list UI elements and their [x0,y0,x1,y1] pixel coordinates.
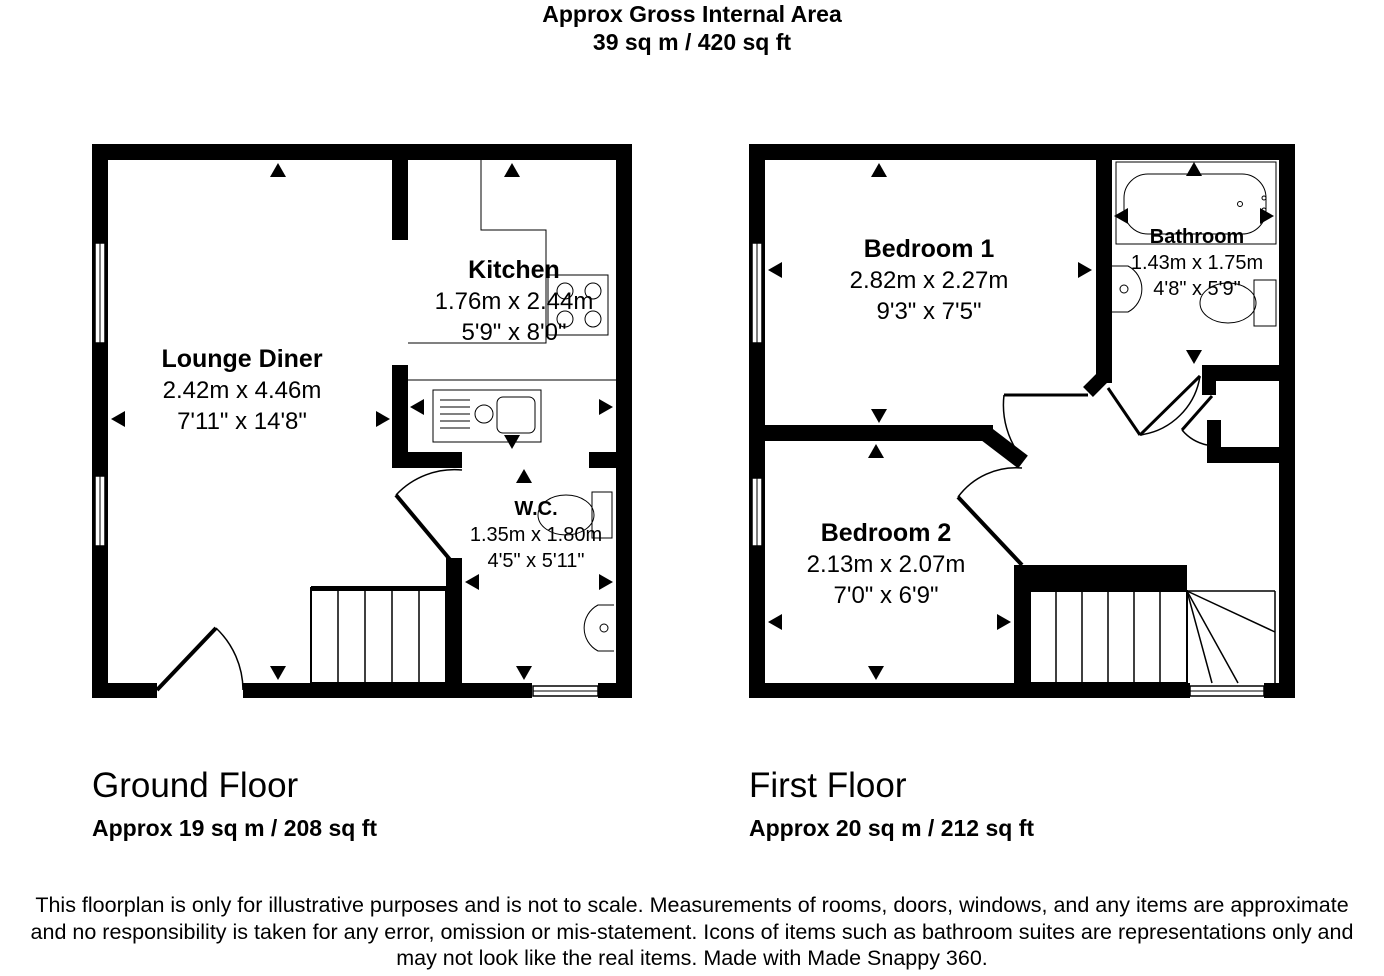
wc-diagonal-wall [396,495,452,562]
disclaimer-line-1: This floorplan is only for illustrative purposes and is not to scale. Measurements of rooms, doors, windows, and any items are approximate [35,893,1349,917]
first-floor-diagonals [958,374,1106,565]
ground-floor-plan [92,144,632,698]
room-name-bedroom-2: Bedroom 2 [820,519,952,547]
kitchen-sink-icon [433,390,541,442]
room-metric-bedroom-2: 2.13m x 2.07m [806,551,966,578]
disclaimer-line-2: and no responsibility is taken for any error, omission or mis-statement. Icons of items such as bathroom suites are representations only and [30,919,1354,944]
floor-label-ground: Ground Floor [92,766,299,805]
room-metric-bathroom: 1.43m x 1.75m [1130,252,1264,274]
room-imperial-bedroom-2: 7'0" x 6'9" [833,582,939,609]
disclaimer [0,892,1384,972]
room-imperial-bathroom: 4'8" x 5'9" [1153,278,1241,300]
room-metric-lounge-diner: 2.42m x 4.46m [162,377,322,404]
front-door [157,628,243,690]
room-imperial-wc: 4'5" x 5'11" [487,550,585,572]
room-name-lounge-diner: Lounge Diner [161,345,323,373]
room-imperial-kitchen: 5'9" x 8'0" [461,319,567,346]
room-imperial-bedroom-1: 9'3" x 7'5" [876,298,982,325]
ground-stairs [311,586,446,683]
first-floor-plan [749,144,1295,698]
room-metric-wc: 1.35m x 1.80m [469,524,603,546]
floor-area-first: Approx 20 sq m / 212 sq ft [749,815,1035,841]
first-stairs [1030,591,1275,683]
room-metric-kitchen: 1.76m x 2.44m [434,288,594,315]
room-imperial-lounge-diner: 7'11" x 14'8" [177,408,307,435]
room-name-kitchen: Kitchen [468,256,560,284]
room-name-bathroom: Bathroom [1149,226,1245,248]
floor-area-ground: Approx 19 sq m / 208 sq ft [92,815,378,841]
wc-basin-icon [584,605,614,651]
room-metric-bedroom-1: 2.82m x 2.27m [849,267,1009,294]
wc-door [396,470,462,495]
floor-label-first: First Floor [749,766,907,805]
plan-title: Approx Gross Internal Area [542,1,842,27]
disclaimer-line-3: may not look like the real items. Made with Made Snappy 360. [396,946,988,970]
room-name-wc: W.C. [514,498,558,520]
total-area: 39 sq m / 420 sq ft [592,29,792,55]
room-name-bedroom-1: Bedroom 1 [863,235,995,263]
